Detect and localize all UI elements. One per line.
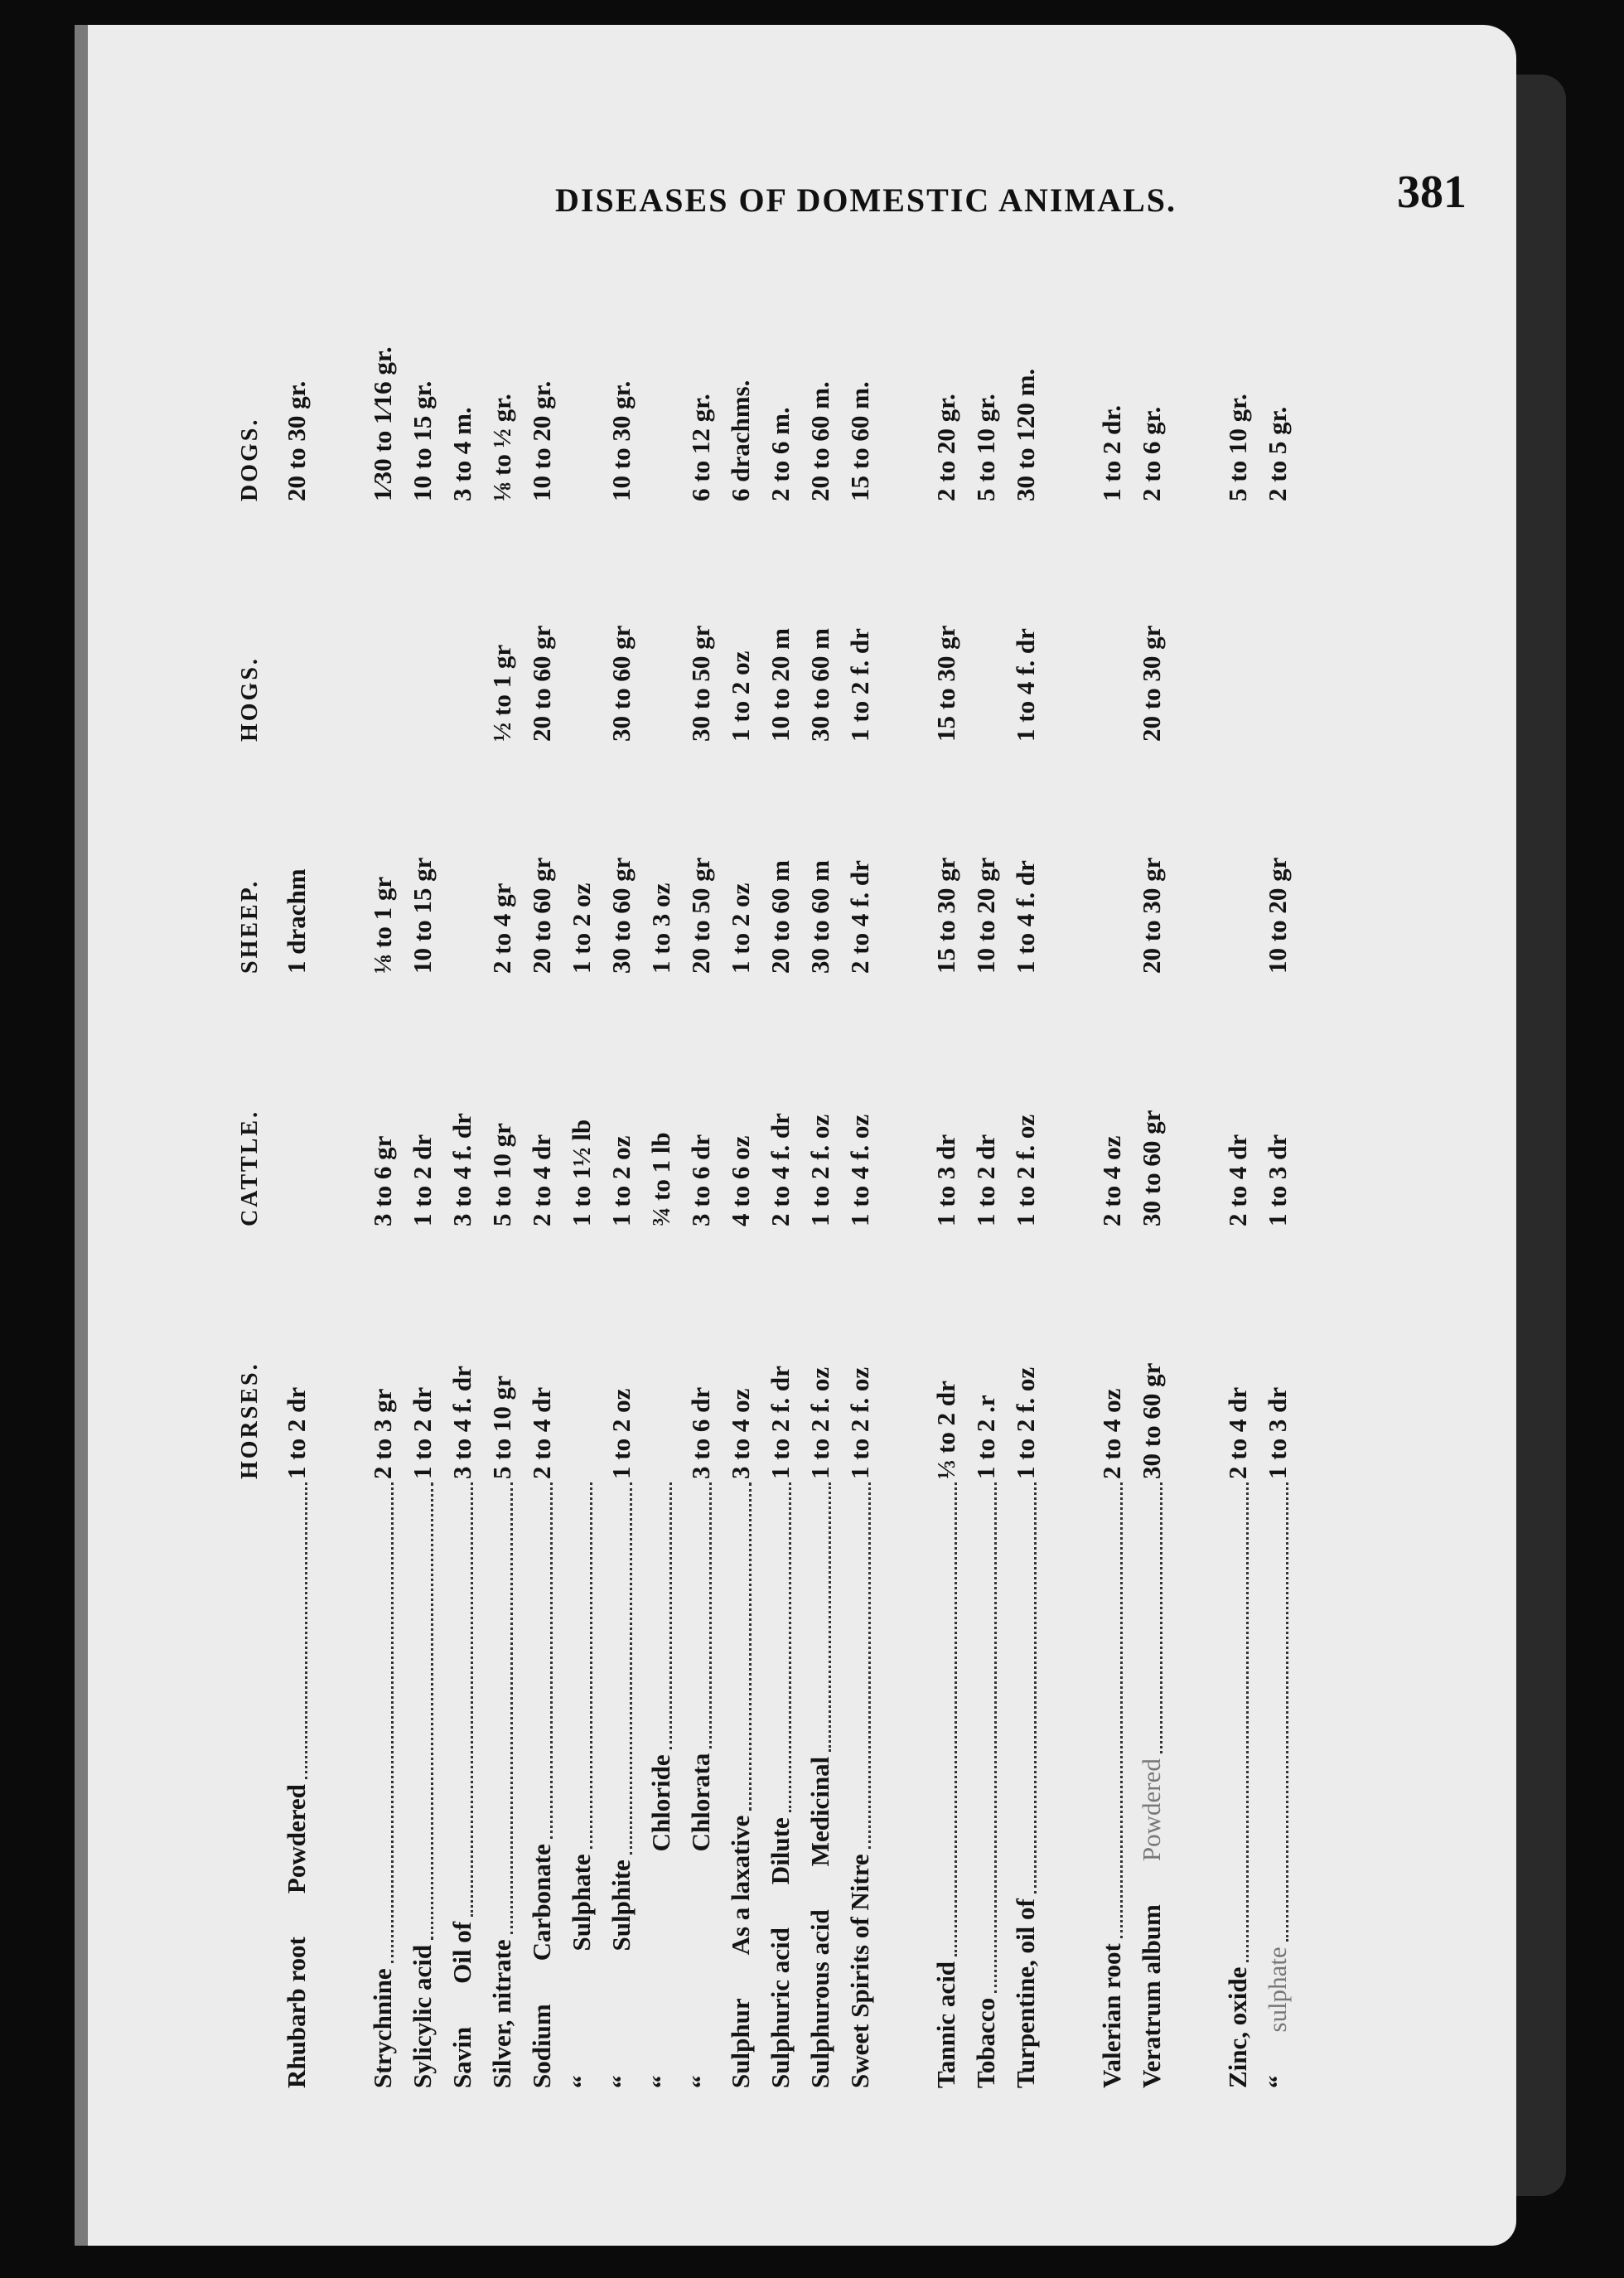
dose-hogs: 30 to 50 gr [686,625,715,742]
drug-name: Rhubarb root [282,1937,311,2088]
dose-horses: 2 to 4 oz [1097,1388,1126,1479]
dose-cattle: 1 to 3 dr [1263,1134,1292,1226]
dose-horses: 2 to 4 dr [527,1386,556,1479]
drug-cell [527,1479,557,2088]
dose-dogs: 10 to 15 gr. [408,380,437,501]
column-header-horses: HORSES. [237,1361,263,1479]
dot-leader [373,1482,394,1963]
book-page [75,25,1516,2246]
table-row [363,265,403,2088]
drug-cell [931,1479,961,2088]
dot-leader [810,1482,831,1752]
column-header-hogs: HOGS. [237,656,263,742]
dose-cattle: 5 to 10 gr [487,1123,516,1226]
drug-name: Savin [447,2026,476,2088]
drug-cell [805,1479,835,2088]
dot-leader [1016,1482,1037,1893]
row-gap [317,265,363,2088]
dose-sheep: 1 to 2 oz [726,883,755,974]
dot-leader [651,1482,672,1749]
drug-cell [487,1479,517,2088]
page-gutter [75,25,88,2246]
drug-cell [1011,1479,1041,2088]
dose-hogs: 30 to 60 gr [607,625,636,742]
dot-leader [771,1482,791,1812]
row-gap [1046,265,1092,2088]
dose-sheep: 1 to 2 oz [567,883,596,974]
row-gap [880,265,926,2088]
dose-sheep: 20 to 30 gr [1137,857,1166,974]
table-row [966,265,1006,2088]
dot-leader [976,1482,997,1993]
table-row [761,265,800,2088]
drug-name: Sweet Spirits of Nitre [845,1854,874,2088]
dose-horses: 3 to 4 oz [726,1388,755,1479]
dot-leader [691,1482,712,1748]
table-row [403,265,442,2088]
dose-sheep: 2 to 4 gr [487,883,516,974]
dose-dogs: 6 drachms. [726,380,755,501]
dose-horses: 1 to 2 f. oz [845,1366,874,1479]
dose-dogs: 1⁄30 to 1⁄16 gr. [368,346,397,501]
dose-dogs: 10 to 30 gr. [607,380,636,501]
dose-hogs: 1 to 4 f. dr [1011,628,1040,742]
drug-preparation: Sulphite [607,1860,636,1952]
dose-sheep: 10 to 20 gr [971,857,1000,974]
drug-name: Sulphur [726,1998,755,2088]
dose-dogs: 2 to 6 m. [766,407,795,501]
drug-name: Sylicylic acid [408,1944,437,2088]
dose-cattle: 1 to 2 f. oz [805,1114,834,1226]
dose-sheep: 30 to 60 gr [607,857,636,974]
dot-leader [850,1482,871,1849]
dose-hogs: 1 to 2 f. dr [845,628,874,742]
table-row [681,265,721,2088]
table-row [641,265,681,2088]
dose-dogs: 10 to 20 gr. [527,380,556,501]
book-edge [1516,75,1566,2196]
drug-name: Sulphurous acid [805,1909,834,2088]
dose-cattle: 2 to 4 oz [1097,1135,1126,1226]
drug-cell [1097,1479,1127,2088]
dose-dogs: ⅛ to ½ gr. [487,394,516,501]
drug-cell [1263,1479,1293,2088]
dose-horses: 1 to 2 .r [971,1395,1000,1479]
table-row [562,265,602,2088]
drug-preparation: Chlorata [686,1753,715,1852]
drug-cell [567,1479,597,2088]
dose-cattle: 2 to 4 f. dr [766,1113,795,1226]
drug-name: Tobacco [971,1997,1000,2088]
drug-cell [1137,1479,1167,2088]
dosage-table [224,265,1433,2088]
drug-cell [726,1479,756,2088]
dose-sheep: 1 to 4 f. dr [1011,860,1040,974]
column-header-cattle: CATTLE. [237,1109,263,1226]
drug-cell [845,1479,875,2088]
dot-leader [731,1482,752,1811]
drug-name: Strychnine [368,1968,397,2088]
dose-dogs: 15 to 60 m. [845,381,874,501]
drug-preparation: sulphate [1263,1947,1292,2033]
drug-name: “ [607,2075,636,2088]
dose-hogs: 10 to 20 m [766,628,795,742]
dose-sheep: 10 to 20 gr [1263,857,1292,974]
dose-sheep: 2 to 4 f. dr [845,860,874,974]
dot-leader [413,1482,433,1940]
dot-leader [1268,1482,1288,1942]
drug-preparation: Powdered [1137,1758,1166,1862]
dose-horses: 1 to 3 dr [1263,1386,1292,1479]
running-head: DISEASES OF DOMESTIC ANIMALS. [555,181,1177,219]
drug-name: Sodium [527,2004,556,2088]
drug-preparation: As a laxative [726,1815,755,1956]
drug-name: Sulphuric acid [766,1927,795,2088]
dose-hogs: 20 to 30 gr [1137,625,1166,742]
page-header [555,157,1483,232]
drug-cell [1223,1479,1253,2088]
table-row [721,265,761,2088]
drug-preparation: Chloride [646,1754,675,1852]
drug-name: “ [686,2075,715,2088]
dose-cattle: 30 to 60 gr [1137,1110,1166,1226]
table-row [522,265,562,2088]
drug-cell [607,1479,636,2088]
column-header-sheep: SHEEP. [237,878,263,974]
drug-preparation: Carbonate [527,1844,556,1961]
dot-leader [452,1482,473,1917]
dose-hogs: 15 to 30 gr [931,625,960,742]
dose-cattle: 1 to 2 f. oz [1011,1114,1040,1226]
drug-cell [646,1479,676,2088]
dose-horses: 1 to 2 dr [282,1386,311,1479]
dot-leader [1142,1482,1162,1753]
dose-dogs: 6 to 12 gr. [686,394,715,501]
dose-dogs: 5 to 10 gr. [971,394,1000,501]
dose-horses: 1 to 2 f. oz [1011,1366,1040,1479]
dose-cattle: 3 to 6 dr [686,1134,715,1226]
dose-sheep: 20 to 50 gr [686,857,715,974]
dose-sheep: 20 to 60 m [766,860,795,974]
column-header-dogs: DOGS. [237,417,263,501]
dose-horses: 1 to 2 dr [408,1386,437,1479]
dose-sheep: 1 drachm [282,868,311,974]
dose-dogs: 20 to 60 m. [805,381,834,501]
dose-sheep: 15 to 30 gr [931,857,960,974]
drug-cell [766,1479,795,2088]
dose-horses: 2 to 3 gr [368,1388,397,1479]
dose-sheep: 30 to 60 m [805,860,834,974]
drug-name: “ [567,2075,596,2088]
drug-preparation: Medicinal [805,1756,834,1867]
dose-cattle: 1 to 2 dr [408,1134,437,1226]
dose-hogs: 1 to 2 oz [726,651,755,742]
drug-cell [686,1479,716,2088]
drug-name: Turpentine, oil of [1011,1898,1040,2088]
dose-horses: 2 to 4 dr [1223,1386,1252,1479]
dose-dogs: 1 to 2 dr. [1097,405,1126,501]
drug-name: “ [646,2075,675,2088]
dose-cattle: 4 to 6 oz [726,1135,755,1226]
dose-dogs: 2 to 6 gr. [1137,406,1166,501]
dose-sheep: 1 to 3 oz [646,883,675,974]
drug-cell [282,1479,312,2088]
table-row [442,265,482,2088]
table-row [602,265,641,2088]
drug-preparation: Sulphate [567,1854,596,1952]
drug-name: Silver, nitrate [487,1939,516,2088]
dose-horses: 1 to 2 f. oz [805,1366,834,1479]
dose-horses: 3 to 4 f. dr [447,1366,476,1479]
dose-sheep: 20 to 60 gr [527,857,556,974]
dose-hogs: 20 to 60 gr [527,625,556,742]
table-row [482,265,522,2088]
drug-cell [971,1479,1001,2088]
dose-cattle: 1 to 3 dr [931,1134,960,1226]
dose-dogs: 30 to 120 m. [1011,368,1040,501]
dose-cattle: 3 to 6 gr [368,1135,397,1226]
drug-preparation: Oil of [447,1921,476,1984]
drug-cell [447,1479,477,2088]
table-row [926,265,966,2088]
dose-cattle: 2 to 4 dr [527,1134,556,1226]
dose-sheep: 10 to 15 gr [408,857,437,974]
dose-cattle: 2 to 4 dr [1223,1134,1252,1226]
dose-hogs: 30 to 60 m [805,628,834,742]
dose-horses: 1 to 2 f. dr [766,1366,795,1479]
drug-preparation: Powdered [282,1784,311,1894]
dose-dogs: 5 to 10 gr. [1223,394,1252,501]
dot-leader [287,1482,307,1779]
drug-name: Veratrum album [1137,1904,1166,2088]
dot-leader [572,1482,592,1849]
dose-sheep: ⅛ to 1 gr [368,876,397,974]
dose-cattle: 1 to 1½ lb [567,1119,596,1226]
row-gap [1172,265,1218,2088]
table-row [1258,265,1298,2088]
dose-dogs: 3 to 4 m. [447,407,476,501]
dose-horses: 3 to 6 dr [686,1386,715,1479]
table-header-row [224,265,277,2088]
dot-leader [1102,1482,1123,1938]
dose-horses: ⅓ to 2 dr [931,1381,960,1479]
dot-leader [611,1482,632,1855]
dot-leader [936,1482,957,1956]
dot-leader [1228,1482,1249,1962]
table-row [1092,265,1132,2088]
table-row [1006,265,1046,2088]
drug-cell [368,1479,398,2088]
dose-cattle: 1 to 2 oz [607,1135,636,1226]
dose-cattle: ¾ to 1 lb [646,1132,675,1226]
drug-name: “ [1263,2075,1292,2088]
table-row [1132,265,1172,2088]
page-number: 381 [1397,167,1467,218]
drug-cell [408,1479,437,2088]
table-row [1218,265,1258,2088]
dose-dogs: 20 to 30 gr. [282,380,311,501]
dose-horses: 1 to 2 oz [607,1388,636,1479]
dose-horses: 30 to 60 gr [1137,1362,1166,1479]
dose-cattle: 1 to 4 f. oz [845,1114,874,1226]
table-row [840,265,880,2088]
table-row [277,265,317,2088]
dose-dogs: 2 to 20 gr. [931,394,960,501]
drug-name: Zinc, oxide [1223,1966,1252,2088]
dose-horses: 5 to 10 gr [487,1376,516,1479]
dose-dogs: 2 to 5 gr. [1263,406,1292,501]
dose-hogs: ½ to 1 gr [487,644,516,742]
dot-leader [532,1482,553,1839]
drug-preparation: Dilute [766,1817,795,1885]
drug-name: Tannic acid [931,1961,960,2088]
dose-cattle: 1 to 2 dr [971,1134,1000,1226]
dose-cattle: 3 to 4 f. dr [447,1113,476,1226]
table-row [800,265,840,2088]
dot-leader [492,1482,513,1934]
drug-name: Valerian root [1097,1943,1126,2088]
dosage-table-area [224,265,1433,2088]
